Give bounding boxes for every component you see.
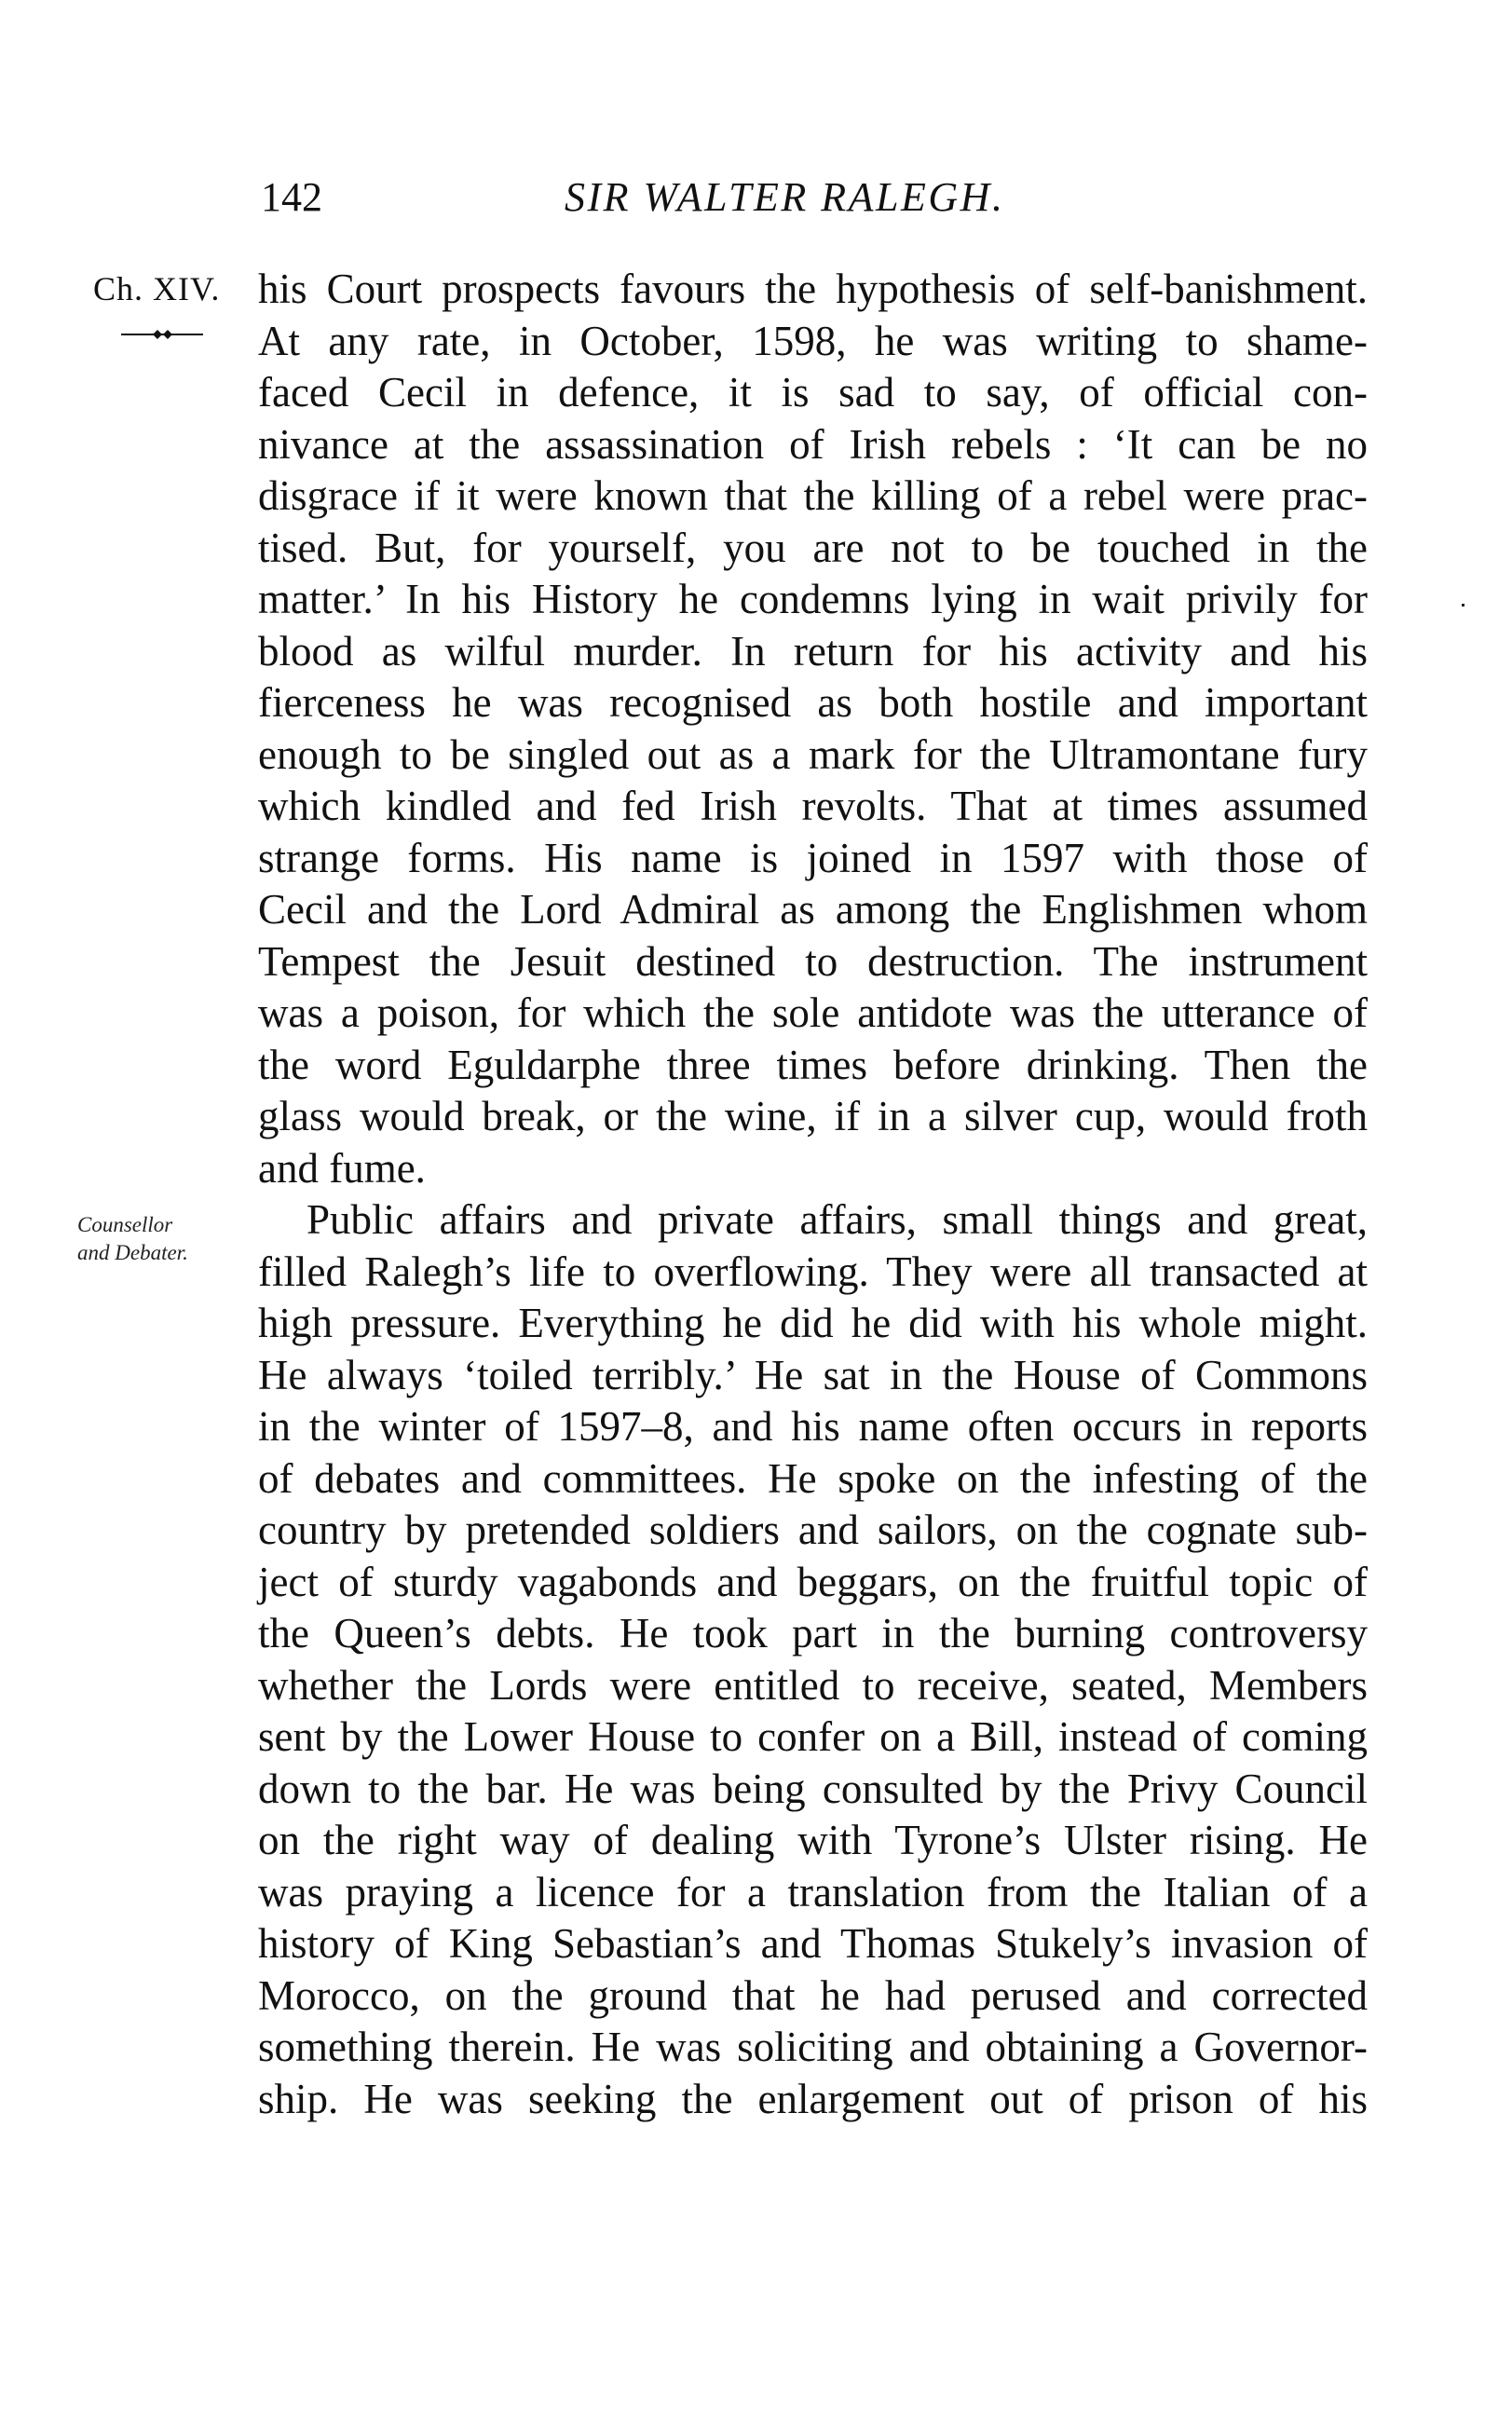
text-line: filled Ralegh’s life to overflowing. They were all transacted at bbox=[258, 1247, 1368, 1295]
text-line: history of King Sebastian’s and Thomas Stukely’s invasion of bbox=[258, 1920, 1368, 1967]
sidenote-line: and Debater. bbox=[77, 1241, 188, 1264]
text-line: ship. He was seeking the enlargement out of prison of his bbox=[258, 2075, 1368, 2122]
text-line: was praying a licence for a translation from the Italian of a bbox=[258, 1868, 1368, 1915]
text-line: on the right way of dealing with Tyrone’s Ulster rising. He bbox=[258, 1817, 1368, 1863]
text-line: fierceness he was recognised as both hostile and important bbox=[258, 679, 1368, 726]
text-line: Morocco, on the ground that he had perused and corrected bbox=[258, 1971, 1368, 2019]
text-line: nivance at the assassination of Irish rebels : ‘It can be no bbox=[258, 420, 1368, 468]
text-line: disgrace if it were known that the killing of a rebel were prac- bbox=[258, 472, 1368, 519]
text-line: blood as wilful murder. In return for his activity and his bbox=[258, 627, 1368, 675]
running-title: SIR WALTER RALEGH. bbox=[565, 174, 1005, 220]
text-line: of debates and committees. He spoke on the infesting of the bbox=[258, 1454, 1368, 1502]
text-line: country by pretended soldiers and sailors, on the cognate sub- bbox=[258, 1506, 1368, 1553]
text-line: whether the Lords were entitled to receive, seated, Members bbox=[258, 1661, 1368, 1709]
sidenote-line: Counsellor bbox=[77, 1213, 173, 1236]
ornament-rule-icon bbox=[121, 328, 203, 341]
text-line: the Queen’s debts. He took part in the burning controversy bbox=[258, 1610, 1368, 1656]
text-line: strange forms. His name is joined in 1597 with those of bbox=[258, 834, 1368, 881]
chapter-marker bbox=[93, 268, 220, 309]
text-line: which kindled and fed Irish revolts. That at times assumed bbox=[258, 783, 1368, 829]
text-line: He always ‘toiled terribly.’ He sat in the House of Commons bbox=[258, 1351, 1368, 1398]
text-line: high pressure. Everything he did he did with his whole might. bbox=[258, 1300, 1368, 1346]
text-line: tised. But, for yourself, you are not to be touched in the bbox=[258, 524, 1368, 571]
text-line: the word Eguldarphe three times before drinking. Then the bbox=[258, 1041, 1368, 1088]
chapter-prefix: Ch. bbox=[93, 270, 144, 307]
sidenote bbox=[77, 1211, 245, 1267]
chapter-number: XIV. bbox=[153, 270, 221, 307]
text-line: enough to be singled out as a mark for the Ultramontane fury bbox=[258, 730, 1368, 778]
text-line: matter.’ In his History he condemns lying in wait privily for bbox=[258, 576, 1368, 622]
text-line: down to the bar. He was being consulted by the Privy Council bbox=[258, 1765, 1368, 1812]
text-line: sent by the Lower House to confer on a Bill, instead of coming bbox=[258, 1713, 1368, 1760]
text-line: glass would break, or the wine, if in a silver cup, would froth bbox=[258, 1093, 1368, 1139]
text-line: faced Cecil in defence, it is sad to say, of official con- bbox=[258, 369, 1368, 416]
text-line: Cecil and the Lord Admiral as among the Englishmen whom bbox=[258, 886, 1368, 933]
text-line: was a poison, for which the sole antidote was the utterance of bbox=[258, 989, 1368, 1036]
scan-speck bbox=[1462, 604, 1464, 607]
text-line: in the winter of 1597–8, and his name often occurs in reports bbox=[258, 1403, 1368, 1450]
text-line: Public affairs and private affairs, small things and great, bbox=[306, 1196, 1368, 1243]
text-line: something therein. He was soliciting and obtaining a Governor- bbox=[258, 2024, 1368, 2070]
text-line: his Court prospects favours the hypothesis of self-banishment. bbox=[258, 266, 1368, 312]
text-line: At any rate, in October, 1598, he was writing to shame- bbox=[258, 317, 1368, 364]
text-line: and fume. bbox=[258, 1144, 426, 1192]
text-line: ject of sturdy vagabonds and beggars, on the fruitful topic of bbox=[258, 1558, 1368, 1605]
text-line: Tempest the Jesuit destined to destruction. The instrument bbox=[258, 937, 1368, 985]
page-number: 142 bbox=[261, 174, 322, 220]
